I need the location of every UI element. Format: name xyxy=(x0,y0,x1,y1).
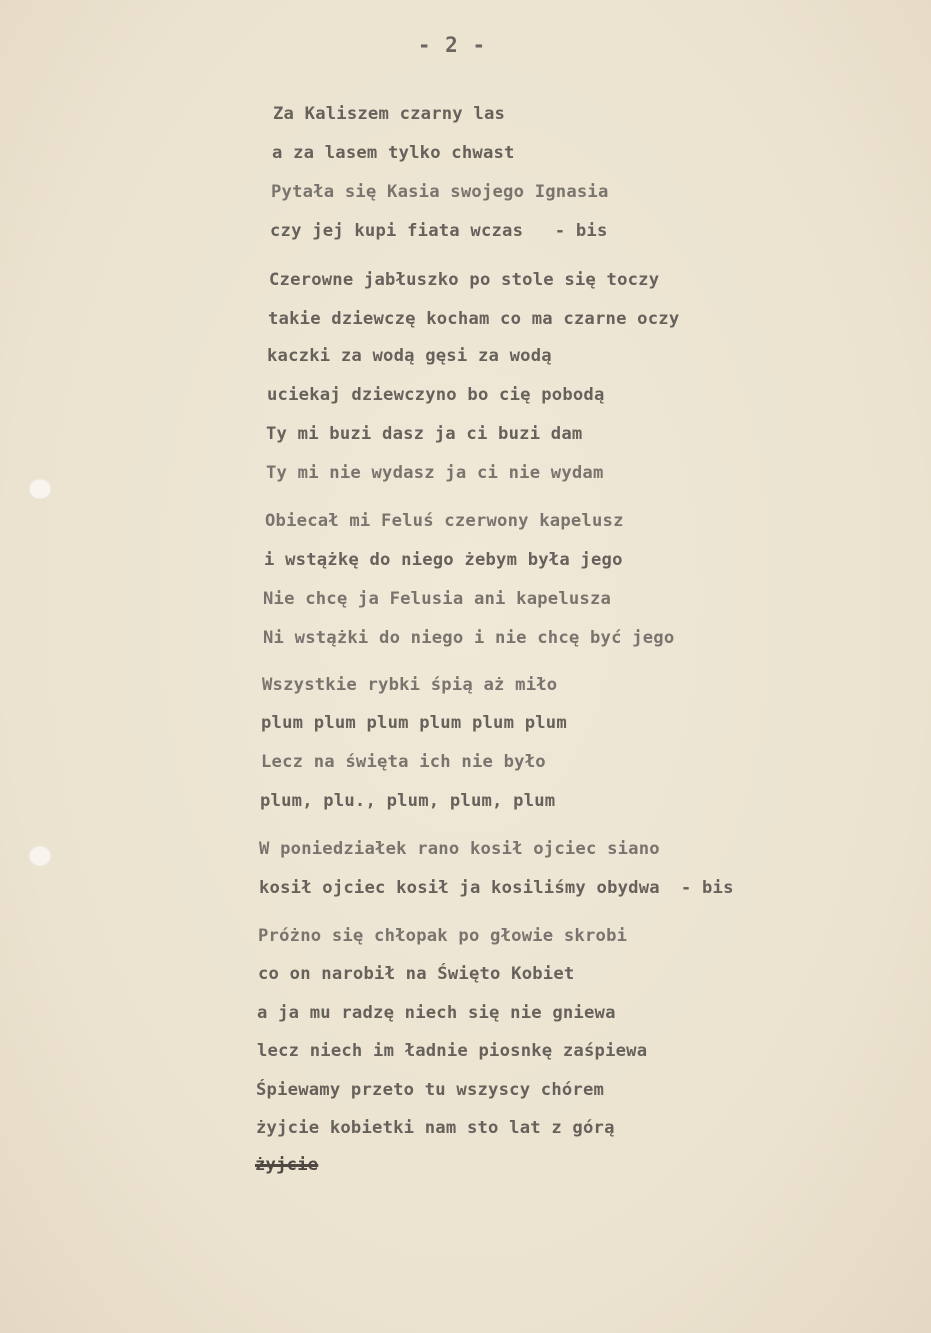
verse-line: Lecz na święta ich nie było xyxy=(261,752,546,772)
verse-line: Ty mi nie wydasz ja ci nie wydam xyxy=(266,463,604,483)
verse-line: Śpiewamy przeto tu wszyscy chórem xyxy=(256,1080,605,1100)
punch-hole xyxy=(29,846,51,866)
verse-line: Pytała się Kasia swojego Ignasia xyxy=(271,182,609,202)
verse-line: Próżno się chłopak po głowie skrobi xyxy=(258,926,628,946)
verse-line: Ty mi buzi dasz ja ci buzi dam xyxy=(266,424,583,444)
verse-line: lecz niech im ładnie piosnkę zaśpiewa xyxy=(257,1041,648,1061)
page-number: - 2 - xyxy=(417,33,487,57)
verse-line: czy jej kupi fiata wczas - bis xyxy=(270,221,608,241)
verse-line: Ni wstążki do niego i nie chcę być jego xyxy=(263,628,675,648)
verse-line: i wstążkę do niego żebym była jego xyxy=(264,550,623,570)
verse-line: co on narobił na Święto Kobiet xyxy=(258,964,575,984)
verse-line: plum, plu., plum, plum, plum xyxy=(260,791,556,811)
verse-line: plum plum plum plum plum plum xyxy=(261,713,567,733)
verse-line: a ja mu radzę niech się nie gniewa xyxy=(257,1003,616,1023)
verse-line: takie dziewczę kocham co ma czarne oczy xyxy=(268,309,680,329)
verse-line: Wszystkie rybki śpią aż miło xyxy=(262,675,558,695)
verse-line: Za Kaliszem czarny las xyxy=(273,104,506,124)
verse-line: Czerowne jabłuszko po stole się toczy xyxy=(269,270,660,290)
verse-line: Obiecał mi Feluś czerwony kapelusz xyxy=(265,511,624,531)
verse-line: uciekaj dziewczyno bo cię pobodą xyxy=(267,385,605,405)
punch-hole xyxy=(29,479,51,499)
verse-line: kaczki za wodą gęsi za wodą xyxy=(267,346,552,366)
verse-line: Nie chcę ja Felusia ani kapelusza xyxy=(263,589,612,609)
verse-line: kosił ojciec kosił ja kosiliśmy obydwa - bis xyxy=(259,878,734,898)
verse-line: W poniedziałek rano kosił ojciec siano xyxy=(259,839,660,859)
struck-out-word: żyjcie xyxy=(255,1155,319,1175)
verse-line: a za lasem tylko chwast xyxy=(272,143,515,163)
verse-line: żyjcie kobietki nam sto lat z górą xyxy=(256,1118,615,1138)
